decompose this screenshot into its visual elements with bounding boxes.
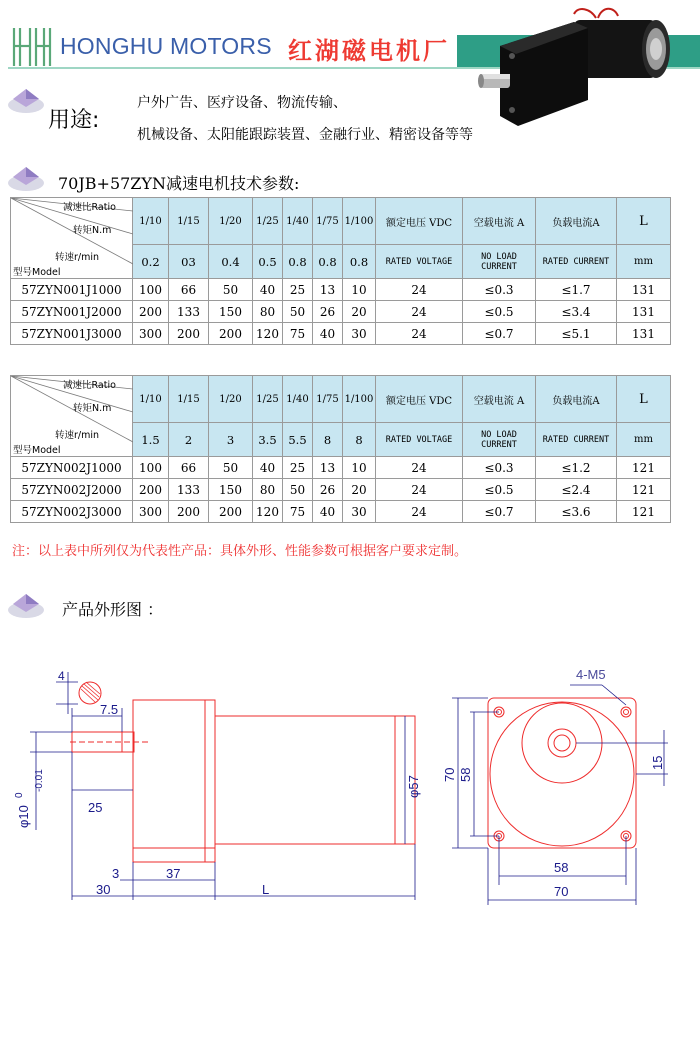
length-cell: 131 <box>617 279 671 301</box>
speed-cell: 66 <box>169 279 209 301</box>
model-cell: 57ZYN002J2000 <box>11 479 133 501</box>
spec-table <box>10 375 671 523</box>
voltage-cell: 24 <box>376 457 463 479</box>
dim-flat-label: 7.5 <box>100 702 119 717</box>
col-header-noload: 空载电流 A <box>463 376 536 423</box>
motor-product-photo <box>478 4 700 128</box>
ratio-cell: 1/100 <box>343 376 376 423</box>
ratio-cell: 1/100 <box>343 198 376 245</box>
speed-cell: 20 <box>343 301 376 323</box>
speed-cell: 40 <box>313 501 343 523</box>
table-row <box>11 301 671 323</box>
outline-drawing <box>0 650 700 920</box>
dim-shaft-dia-label: φ10 <box>16 805 31 828</box>
ratio-cell: 1/40 <box>283 198 313 245</box>
speed-cell: 100 <box>133 279 169 301</box>
dim-offset-label: 30 <box>96 882 111 897</box>
section-bullet-icon <box>5 163 47 193</box>
load-cell: ≤2.4 <box>536 479 617 501</box>
noload-cell: ≤0.7 <box>463 501 536 523</box>
voltage-cell: 24 <box>376 301 463 323</box>
dim-gearbox-label: 37 <box>166 866 181 881</box>
speed-cell: 66 <box>169 457 209 479</box>
speed-cell: 30 <box>343 501 376 523</box>
col-header-load: 负载电流A <box>536 376 617 423</box>
dim-pitch-h-label: 58 <box>554 860 569 875</box>
ratio-cell: 1/20 <box>209 376 253 423</box>
torque-cell: 0.8 <box>283 245 313 279</box>
dim-holes-label: 4-M5 <box>576 667 606 682</box>
table-row <box>11 501 671 523</box>
model-cell: 57ZYN002J3000 <box>11 501 133 523</box>
corner-label-speed: 转速r/min <box>55 252 100 263</box>
dim-shaft-tol-down-label: -0.01 <box>34 769 45 792</box>
load-cell: ≤3.6 <box>536 501 617 523</box>
speed-cell: 120 <box>253 323 283 345</box>
col-subheader-load: RATED CURRENT <box>536 423 617 457</box>
torque-cell: 0.8 <box>313 245 343 279</box>
ratio-cell: 1/25 <box>253 198 283 245</box>
usage-text-line: 户外广告、医疗设备、物流传输、 <box>137 95 347 111</box>
load-cell: ≤5.1 <box>536 323 617 345</box>
usage-label: 用途: <box>48 108 100 133</box>
noload-cell: ≤0.5 <box>463 301 536 323</box>
corner-label-torque: 转矩N.m <box>73 225 112 236</box>
speed-cell: 300 <box>133 501 169 523</box>
ratio-cell: 1/20 <box>209 198 253 245</box>
model-cell: 57ZYN001J2000 <box>11 301 133 323</box>
brand-name-en: HONGHU MOTORS <box>60 33 272 59</box>
front-view-outline <box>488 698 636 848</box>
speed-cell: 26 <box>313 479 343 501</box>
speed-cell: 50 <box>209 279 253 301</box>
ratio-cell: 1/10 <box>133 376 169 423</box>
speed-cell: 50 <box>283 301 313 323</box>
torque-cell: 3 <box>209 423 253 457</box>
model-cell: 57ZYN001J1000 <box>11 279 133 301</box>
ratio-cell: 1/25 <box>253 376 283 423</box>
col-header-noload: 空载电流 A <box>463 198 536 245</box>
col-header-length: L <box>617 198 671 245</box>
col-unit-length: mm <box>617 423 671 457</box>
section-bullet-icon <box>5 85 47 115</box>
torque-cell: 0.4 <box>209 245 253 279</box>
voltage-cell: 24 <box>376 323 463 345</box>
torque-cell: 8 <box>313 423 343 457</box>
brand-name-cn: 红湖磁电机厂 <box>288 37 450 65</box>
table-row <box>11 279 671 301</box>
spec-section-title: 70JB+57ZYN减速电机技术参数: <box>58 174 300 193</box>
load-cell: ≤1.2 <box>536 457 617 479</box>
speed-cell: 10 <box>343 279 376 301</box>
speed-cell: 120 <box>253 501 283 523</box>
col-unit-length: mm <box>617 245 671 279</box>
speed-cell: 25 <box>283 279 313 301</box>
col-subheader-voltage: RATED VOLTAGE <box>376 423 463 457</box>
length-cell: 131 <box>617 323 671 345</box>
col-header-voltage: 额定电压 VDC <box>376 198 463 245</box>
col-subheader-voltage: RATED VOLTAGE <box>376 245 463 279</box>
length-cell: 121 <box>617 457 671 479</box>
torque-cell: 0.5 <box>253 245 283 279</box>
hh-logo-icon <box>8 24 54 70</box>
speed-cell: 133 <box>169 301 209 323</box>
outline-section-title: 产品外形图 ： <box>62 600 164 619</box>
dim-key-label: 4 <box>58 669 65 683</box>
speed-cell: 200 <box>133 479 169 501</box>
col-subheader-load: RATED CURRENT <box>536 245 617 279</box>
dim-square-v-label: 70 <box>442 767 457 782</box>
length-cell: 121 <box>617 501 671 523</box>
ratio-cell: 1/75 <box>313 198 343 245</box>
speed-cell: 50 <box>283 479 313 501</box>
speed-cell: 200 <box>209 501 253 523</box>
col-subheader-noload: NO LOAD CURRENT <box>463 423 536 457</box>
speed-cell: 200 <box>169 501 209 523</box>
dim-pitch-v-label: 58 <box>458 767 473 782</box>
speed-cell: 50 <box>209 457 253 479</box>
dim-body-dia-label: φ57 <box>406 775 421 798</box>
dimension-lines <box>30 672 668 905</box>
speed-cell: 150 <box>209 301 253 323</box>
speed-cell: 200 <box>169 323 209 345</box>
speed-cell: 40 <box>253 279 283 301</box>
dim-shaft-tol-up-label: 0 <box>14 792 25 798</box>
speed-cell: 300 <box>133 323 169 345</box>
torque-cell: 0.2 <box>133 245 169 279</box>
noload-cell: ≤0.5 <box>463 479 536 501</box>
usage-text-line: 机械设备、太阳能跟踪装置、金融行业、精密设备等等 <box>137 127 473 143</box>
speed-cell: 30 <box>343 323 376 345</box>
speed-cell: 40 <box>253 457 283 479</box>
voltage-cell: 24 <box>376 479 463 501</box>
col-subheader-noload: NO LOAD CURRENT <box>463 245 536 279</box>
corner-label-ratio: 减速比Ratio <box>63 202 116 213</box>
speed-cell: 40 <box>313 323 343 345</box>
table-row <box>11 457 671 479</box>
noload-cell: ≤0.7 <box>463 323 536 345</box>
dim-shaft-offset-label: 15 <box>650 755 665 770</box>
torque-cell: 2 <box>169 423 209 457</box>
col-header-length: L <box>617 376 671 423</box>
dim-flange-label: 3 <box>112 866 120 881</box>
speed-cell: 133 <box>169 479 209 501</box>
torque-cell: 5.5 <box>283 423 313 457</box>
table-corner-header <box>11 376 133 457</box>
load-cell: ≤3.4 <box>536 301 617 323</box>
torque-cell: 8 <box>343 423 376 457</box>
corner-label-ratio: 减速比Ratio <box>63 380 116 391</box>
speed-cell: 150 <box>209 479 253 501</box>
ratio-cell: 1/40 <box>283 376 313 423</box>
noload-cell: ≤0.3 <box>463 279 536 301</box>
customization-note: 注：以上表中所列仅为代表性产品：具体外形、性能参数可根据客户要求定制。 <box>12 544 468 559</box>
speed-cell: 75 <box>283 323 313 345</box>
ratio-cell: 1/15 <box>169 376 209 423</box>
dim-square-h-label: 70 <box>554 884 569 899</box>
speed-cell: 80 <box>253 301 283 323</box>
noload-cell: ≤0.3 <box>463 457 536 479</box>
length-cell: 131 <box>617 301 671 323</box>
ratio-cell: 1/75 <box>313 376 343 423</box>
ratio-cell: 1/10 <box>133 198 169 245</box>
col-header-voltage: 额定电压 VDC <box>376 376 463 423</box>
speed-cell: 200 <box>133 301 169 323</box>
corner-label-speed: 转速r/min <box>55 430 100 441</box>
speed-cell: 100 <box>133 457 169 479</box>
speed-cell: 25 <box>283 457 313 479</box>
torque-cell: 03 <box>169 245 209 279</box>
dim-shaft-len-label: 25 <box>88 800 103 815</box>
col-header-load: 负载电流A <box>536 198 617 245</box>
corner-label-model: 型号Model <box>13 267 61 278</box>
model-cell: 57ZYN002J1000 <box>11 457 133 479</box>
spec-table <box>10 197 671 345</box>
speed-cell: 20 <box>343 479 376 501</box>
ratio-cell: 1/15 <box>169 198 209 245</box>
length-cell: 121 <box>617 479 671 501</box>
model-cell: 57ZYN001J3000 <box>11 323 133 345</box>
load-cell: ≤1.7 <box>536 279 617 301</box>
corner-label-model: 型号Model <box>13 445 61 456</box>
speed-cell: 13 <box>313 279 343 301</box>
torque-cell: 1.5 <box>133 423 169 457</box>
speed-cell: 200 <box>209 323 253 345</box>
section-bullet-icon <box>5 590 47 620</box>
corner-label-torque: 转矩N.m <box>73 403 112 414</box>
speed-cell: 13 <box>313 457 343 479</box>
dim-length-label: L <box>262 882 270 897</box>
torque-cell: 0.8 <box>343 245 376 279</box>
speed-cell: 75 <box>283 501 313 523</box>
speed-cell: 80 <box>253 479 283 501</box>
table-row <box>11 479 671 501</box>
table-corner-header <box>11 198 133 279</box>
table-row <box>11 323 671 345</box>
speed-cell: 26 <box>313 301 343 323</box>
voltage-cell: 24 <box>376 501 463 523</box>
torque-cell: 3.5 <box>253 423 283 457</box>
voltage-cell: 24 <box>376 279 463 301</box>
speed-cell: 10 <box>343 457 376 479</box>
